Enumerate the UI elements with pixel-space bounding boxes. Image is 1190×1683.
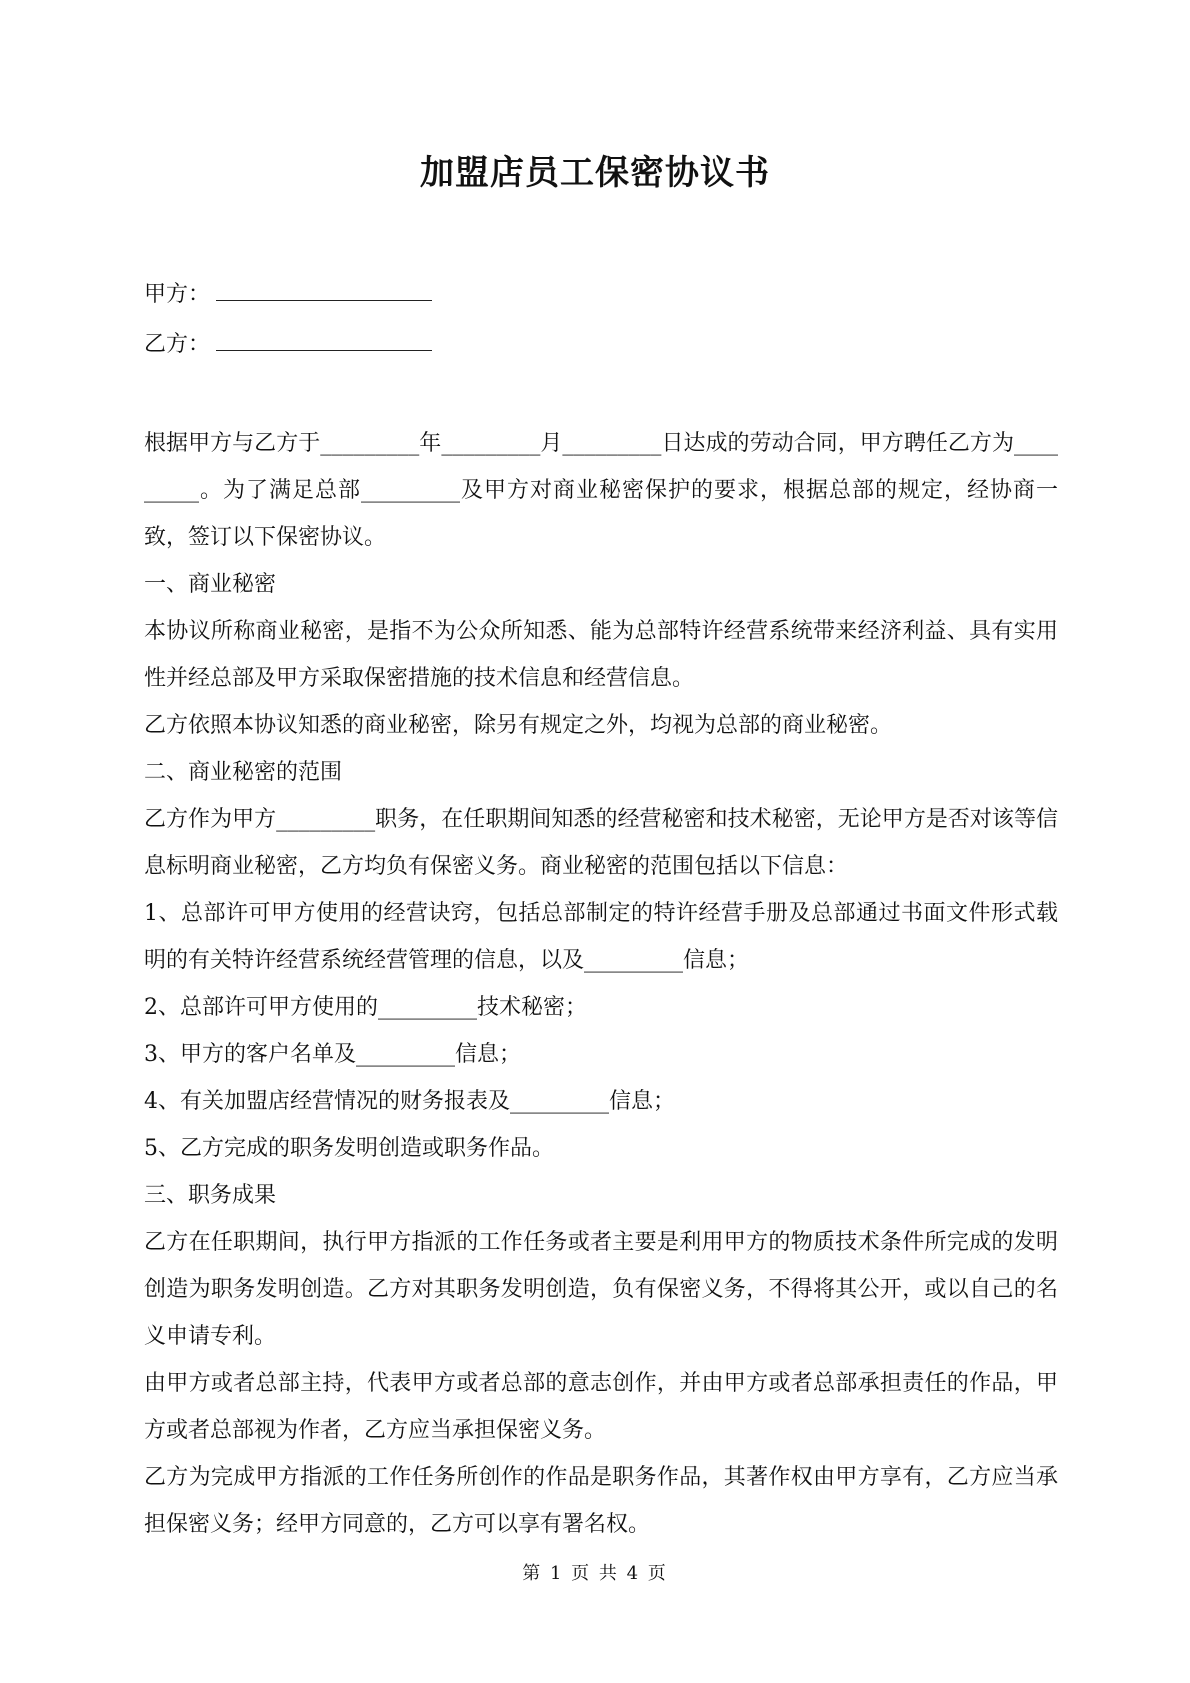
party-a-label: 甲方： bbox=[144, 282, 211, 307]
paragraph: 由甲方或者总部主持，代表甲方或者总部的意志创作，并由甲方或者总部承担责任的作品，甲方或者总部视为作者，乙方应当承担保密义务。 bbox=[144, 1371, 1058, 1443]
section-heading-3: 三、职务成果 bbox=[144, 1183, 277, 1208]
party-b-line bbox=[144, 328, 1044, 378]
party-b-label: 乙方： bbox=[144, 332, 211, 357]
paragraph: 乙方依照本协议知悉的商业秘密，除另有规定之外，均视为总部的商业秘密。 bbox=[144, 713, 893, 738]
document-title: 加盟店员工保密协议书 bbox=[420, 153, 770, 193]
list-item: 2、总部许可甲方使用的_________技术秘密； bbox=[144, 995, 587, 1020]
paragraph: 本协议所称商业秘密，是指不为公众所知悉、能为总部特许经营系统带来经济利益、具有实用性并经总部及甲方采取保密措施的技术信息和经营信息。 bbox=[144, 619, 1058, 691]
list-item: 1、总部许可甲方使用的经营诀窍，包括总部制定的特许经营手册及总部通过书面文件形式载明的有关特许经营系统经营管理的信息，以及_________信息； bbox=[144, 901, 1058, 973]
intro-paragraph: 根据甲方与乙方于_________年_________月_________日达成的劳动合同，甲方聘任乙方为_________。为了满足总部_________及甲方对商业秘密保护的要求，根据总部的规定，经协商一致，签订以下保密协议。 bbox=[144, 431, 1058, 550]
document-body bbox=[144, 420, 1058, 1548]
party-a-blank[interactable] bbox=[216, 278, 432, 301]
list-item: 4、有关加盟店经营情况的财务报表及_________信息； bbox=[144, 1089, 675, 1114]
party-a-line bbox=[144, 278, 1044, 328]
list-item: 5、乙方完成的职务发明创造或职务作品。 bbox=[144, 1136, 554, 1161]
parties-block bbox=[144, 278, 1044, 378]
page-number: 第 1 页 共 4 页 bbox=[522, 1563, 668, 1584]
list-item: 3、甲方的客户名单及_________信息； bbox=[144, 1042, 521, 1067]
section-heading-2: 二、商业秘密的范围 bbox=[144, 760, 343, 785]
paragraph: 乙方作为甲方_________职务，在任职期间知悉的经营秘密和技术秘密，无论甲方是否对该等信息标明商业秘密，乙方均负有保密义务。商业秘密的范围包括以下信息： bbox=[144, 807, 1058, 879]
party-b-blank[interactable] bbox=[216, 328, 432, 351]
paragraph: 乙方为完成甲方指派的工作任务所创作的作品是职务作品，其著作权由甲方享有，乙方应当承担保密义务；经甲方同意的，乙方可以享有署名权。 bbox=[144, 1465, 1058, 1537]
paragraph: 乙方在任职期间，执行甲方指派的工作任务或者主要是利用甲方的物质技术条件所完成的发明创造为职务发明创造。乙方对其职务发明创造，负有保密义务，不得将其公开，或以自己的名义申请专利。 bbox=[144, 1230, 1058, 1349]
section-heading-1: 一、商业秘密 bbox=[144, 572, 277, 597]
